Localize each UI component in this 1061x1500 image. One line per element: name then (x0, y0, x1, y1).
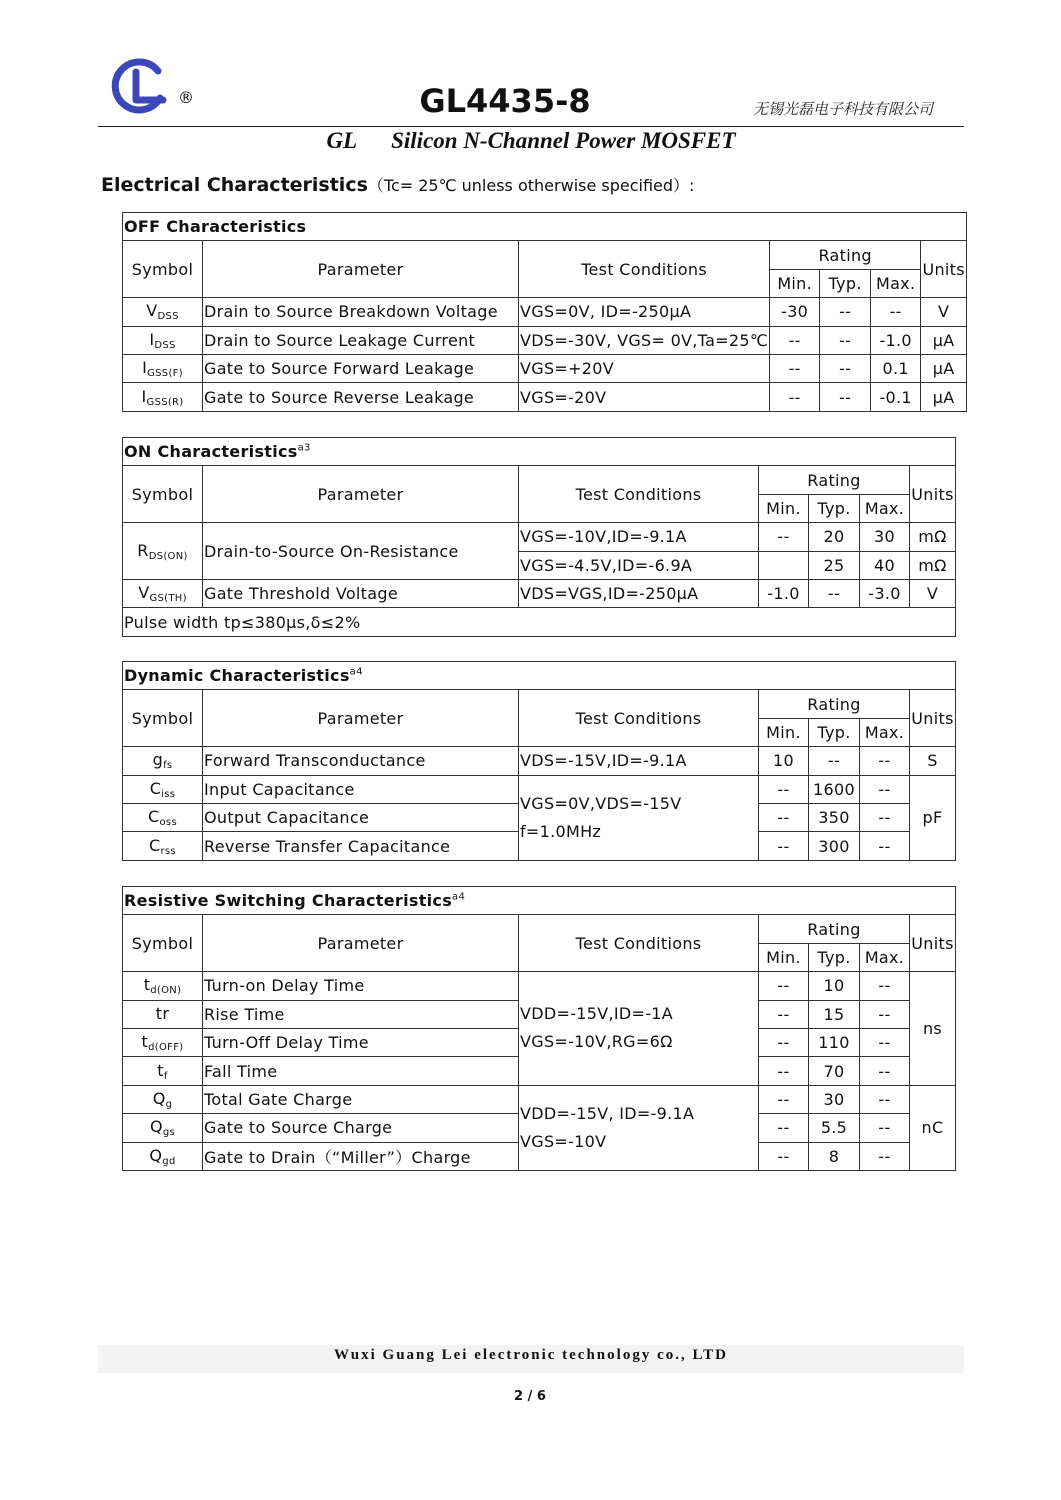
header-max: Max. (860, 494, 910, 522)
parameter-cell: Drain-to-Source On-Resistance (203, 523, 519, 580)
symbol-cell: $C_{oss}$ (123, 803, 203, 831)
parameter-cell: Rise Time (203, 1000, 519, 1028)
table-row (123, 1085, 956, 1113)
max-cell: -- (860, 972, 910, 1000)
unit-cell: S (910, 747, 956, 775)
unit-cell: μA (921, 354, 967, 382)
parameter-cell: Gate to Drain（“Miller”）Charge (203, 1142, 519, 1170)
parameter-cell: Gate Threshold Voltage (203, 579, 519, 607)
header-rating: Rating (759, 690, 910, 718)
unit-cell: mΩ (910, 551, 956, 579)
max-cell: -- (860, 1028, 910, 1056)
header-units: Units (910, 690, 956, 747)
table-row (123, 747, 956, 775)
symbol-cell: $Q_g$ (123, 1085, 203, 1113)
min-cell: -- (759, 803, 809, 831)
table-row (123, 326, 967, 354)
parameter-cell: Drain to Source Breakdown Voltage (203, 298, 519, 326)
section-title: Resistive Switching Characteristics$^{a4}$ (123, 887, 956, 915)
min-cell: 10 (759, 747, 809, 775)
header-max: Max. (860, 718, 910, 746)
header-min: Min. (759, 494, 809, 522)
header-parameter: Parameter (203, 690, 519, 747)
typ-cell: -- (809, 747, 860, 775)
parameter-cell: Drain to Source Leakage Current (203, 326, 519, 354)
header-parameter: Parameter (203, 915, 519, 972)
model-title: GL4435-8 (419, 82, 591, 120)
min-cell: -- (759, 1085, 809, 1113)
footer-company: Wuxi Guang Lei electronic technology co., LTD (334, 1347, 728, 1363)
header-parameter: Parameter (203, 241, 519, 298)
table-row (123, 972, 956, 1000)
table-row (123, 383, 967, 411)
table-row (123, 354, 967, 382)
typ-cell: -- (820, 326, 871, 354)
max-cell: -- (860, 775, 910, 803)
header-max: Max. (871, 269, 921, 297)
header-min: Min. (770, 269, 820, 297)
max-cell: 0.1 (871, 354, 921, 382)
typ-cell: 300 (809, 832, 860, 860)
min-cell: -30 (770, 298, 820, 326)
ec-title: Electrical Characteristics (101, 174, 368, 196)
header-min: Min. (759, 943, 809, 971)
header-units: Units (921, 241, 967, 298)
typ-cell: 350 (809, 803, 860, 831)
min-cell: -- (759, 1028, 809, 1056)
parameter-cell: Turn-Off Delay Time (203, 1028, 519, 1056)
typ-cell: -- (820, 354, 871, 382)
table-row (123, 523, 956, 551)
table-row (123, 579, 956, 607)
typ-cell: -- (809, 579, 860, 607)
parameter-cell: Reverse Transfer Capacitance (203, 832, 519, 860)
max-cell: -- (860, 1057, 910, 1085)
unit-cell: pF (910, 775, 956, 860)
min-cell: -- (770, 354, 820, 382)
symbol-cell: $R_{DS(ON)}$ (123, 523, 203, 580)
typ-cell: 30 (809, 1085, 860, 1113)
symbol-cell: tr (123, 1000, 203, 1028)
symbol-cell: $Q_{gd}$ (123, 1142, 203, 1170)
subtitle-brand: GL (326, 128, 358, 153)
typ-cell: 10 (809, 972, 860, 1000)
typ-cell: 15 (809, 1000, 860, 1028)
header-test-conditions: Test Conditions (519, 241, 770, 298)
header-max: Max. (860, 943, 910, 971)
typ-cell: 5.5 (809, 1114, 860, 1142)
condition-cell: VDD=-15V, ID=-9.1A VGS=-10V (519, 1085, 759, 1170)
typ-cell: 1600 (809, 775, 860, 803)
section-title: OFF Characteristics (123, 213, 967, 241)
symbol-cell: $V_{DSS}$ (123, 298, 203, 326)
typ-cell: -- (820, 383, 871, 411)
unit-cell: μA (921, 383, 967, 411)
header-test-conditions: Test Conditions (519, 466, 759, 523)
max-cell: -- (871, 298, 921, 326)
condition-cell: VGS=-10V,ID=-9.1A (519, 523, 759, 551)
header-min: Min. (759, 718, 809, 746)
typ-cell: 25 (809, 551, 860, 579)
max-cell: -- (860, 1000, 910, 1028)
max-cell: -- (860, 1142, 910, 1170)
header-symbol: Symbol (123, 466, 203, 523)
parameter-cell: Gate to Source Charge (203, 1114, 519, 1142)
header-units: Units (910, 915, 956, 972)
symbol-cell: $C_{rss}$ (123, 832, 203, 860)
unit-cell: ns (910, 972, 956, 1086)
typ-cell: 110 (809, 1028, 860, 1056)
symbol-cell: $g_{fs}$ (123, 747, 203, 775)
typ-cell: 20 (809, 523, 860, 551)
parameter-cell: Forward Transconductance (203, 747, 519, 775)
dynamic-characteristics-table (122, 661, 956, 861)
symbol-cell: $t_f$ (123, 1057, 203, 1085)
header-typ: Typ. (809, 718, 860, 746)
symbol-cell: $Q_{gs}$ (123, 1114, 203, 1142)
symbol-cell: $C_{iss}$ (123, 775, 203, 803)
parameter-cell: Gate to Source Reverse Leakage (203, 383, 519, 411)
typ-cell: -- (820, 298, 871, 326)
condition-cell: VGS=-20V (519, 383, 770, 411)
ec-note: （Tc= 25℃ unless otherwise specified）: (367, 176, 695, 195)
min-cell: -1.0 (759, 579, 809, 607)
max-cell: -- (860, 803, 910, 831)
header-symbol: Symbol (123, 915, 203, 972)
header-units: Units (910, 466, 956, 523)
condition-cell: VDS=-30V, VGS= 0V,Ta=25℃ (519, 326, 770, 354)
parameter-cell: Input Capacitance (203, 775, 519, 803)
header-symbol: Symbol (123, 241, 203, 298)
company-logo (108, 58, 170, 114)
condition-cell: VGS=-4.5V,ID=-6.9A (519, 551, 759, 579)
max-cell: 40 (860, 551, 910, 579)
header-rating: Rating (770, 241, 921, 269)
parameter-cell: Gate to Source Forward Leakage (203, 354, 519, 382)
section-title: Dynamic Characteristics$^{a4}$ (123, 662, 956, 690)
typ-cell: 8 (809, 1142, 860, 1170)
unit-cell: mΩ (910, 523, 956, 551)
condition-cell: VGS=0V,VDS=-15V f=1.0MHz (519, 775, 759, 860)
unit-cell: nC (910, 1085, 956, 1170)
condition-cell: VDD=-15V,ID=-1A VGS=-10V,RG=6Ω (519, 972, 759, 1086)
symbol-cell: $t_{d(OFF)}$ (123, 1028, 203, 1056)
min-cell: -- (770, 326, 820, 354)
parameter-cell: Fall Time (203, 1057, 519, 1085)
company-name-cn: 无锡光磊电子科技有限公司 (752, 100, 933, 118)
on-characteristics-table (122, 437, 956, 637)
unit-cell: μA (921, 326, 967, 354)
parameter-cell: Output Capacitance (203, 803, 519, 831)
condition-cell: VGS=+20V (519, 354, 770, 382)
min-cell: -- (759, 775, 809, 803)
header-rule (98, 126, 964, 127)
min-cell (759, 551, 809, 579)
header-test-conditions: Test Conditions (519, 915, 759, 972)
header-typ: Typ. (820, 269, 871, 297)
parameter-cell: Total Gate Charge (203, 1085, 519, 1113)
off-characteristics-table (122, 212, 967, 412)
max-cell: -1.0 (871, 326, 921, 354)
typ-cell: 70 (809, 1057, 860, 1085)
symbol-cell: $I_{GSS(F)}$ (123, 354, 203, 382)
unit-cell: V (910, 579, 956, 607)
symbol-cell: $t_{d(ON)}$ (123, 972, 203, 1000)
symbol-cell: $V_{GS(TH)}$ (123, 579, 203, 607)
table-row (123, 298, 967, 326)
max-cell: -- (860, 747, 910, 775)
min-cell: -- (770, 383, 820, 411)
max-cell: -3.0 (860, 579, 910, 607)
table-row (123, 775, 956, 803)
header-test-conditions: Test Conditions (519, 690, 759, 747)
min-cell: -- (759, 1142, 809, 1170)
subtitle-text: Silicon N-Channel Power MOSFET (391, 128, 736, 153)
condition-cell: VGS=0V, ID=-250μA (519, 298, 770, 326)
min-cell: -- (759, 972, 809, 1000)
max-cell: 30 (860, 523, 910, 551)
min-cell: -- (759, 1000, 809, 1028)
header-typ: Typ. (809, 494, 860, 522)
header-rating: Rating (759, 466, 910, 494)
header-parameter: Parameter (203, 466, 519, 523)
condition-cell: VDS=-15V,ID=-9.1A (519, 747, 759, 775)
registered-mark: ® (178, 88, 194, 107)
condition-cell: VDS=VGS,ID=-250μA (519, 579, 759, 607)
min-cell: -- (759, 1057, 809, 1085)
section-title: ON Characteristics$^{a3}$ (123, 438, 956, 466)
header-typ: Typ. (809, 943, 860, 971)
symbol-cell: $I_{DSS}$ (123, 326, 203, 354)
electrical-characteristics-heading (101, 173, 694, 196)
resistive-switching-table (122, 886, 956, 1171)
header-rating: Rating (759, 915, 910, 943)
pulse-note: Pulse width tp≤380μs,δ≤2% (123, 608, 956, 636)
header-symbol: Symbol (123, 690, 203, 747)
min-cell: -- (759, 1114, 809, 1142)
subtitle (98, 128, 964, 154)
max-cell: -- (860, 1114, 910, 1142)
max-cell: -- (860, 1085, 910, 1113)
min-cell: -- (759, 832, 809, 860)
max-cell: -0.1 (871, 383, 921, 411)
min-cell: -- (759, 523, 809, 551)
parameter-cell: Turn-on Delay Time (203, 972, 519, 1000)
symbol-cell: $I_{GSS(R)}$ (123, 383, 203, 411)
max-cell: -- (860, 832, 910, 860)
page-number: 2 / 6 (514, 1389, 546, 1404)
unit-cell: V (921, 298, 967, 326)
